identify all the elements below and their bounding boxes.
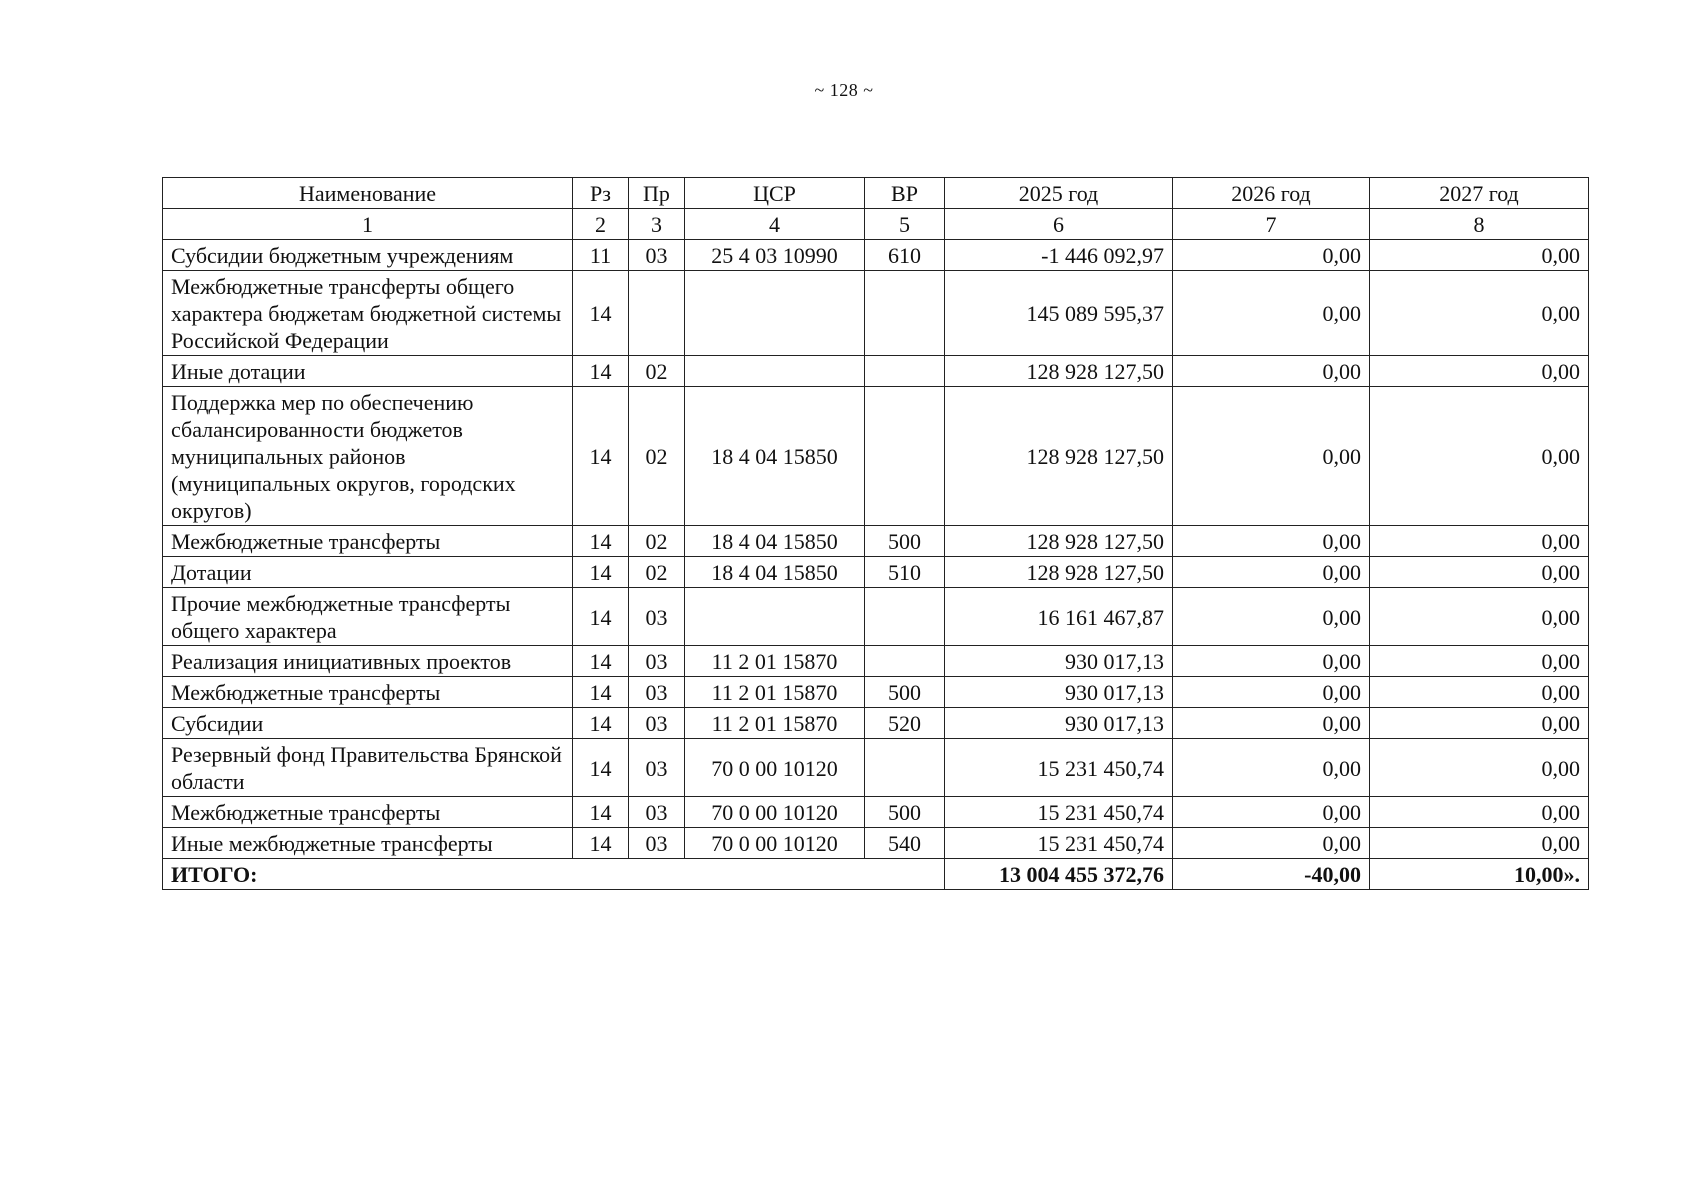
row-vr <box>865 356 945 387</box>
row-2027: 0,00 <box>1370 677 1589 708</box>
row-2026: 0,00 <box>1173 739 1370 797</box>
row-2027: 0,00 <box>1370 646 1589 677</box>
header-csr: ЦСР <box>685 178 865 209</box>
row-2027: 0,00 <box>1370 588 1589 646</box>
row-2027: 0,00 <box>1370 240 1589 271</box>
column-number: 5 <box>865 209 945 240</box>
row-rz: 14 <box>573 588 629 646</box>
row-2027: 0,00 <box>1370 387 1589 526</box>
column-number: 2 <box>573 209 629 240</box>
column-number: 4 <box>685 209 865 240</box>
row-2026: 0,00 <box>1173 557 1370 588</box>
row-2026: 0,00 <box>1173 646 1370 677</box>
row-csr: 18 4 04 15850 <box>685 387 865 526</box>
row-vr: 520 <box>865 708 945 739</box>
row-2025: 128 928 127,50 <box>945 356 1173 387</box>
header-vr: ВР <box>865 178 945 209</box>
row-name: Поддержка мер по обеспечению сбалансированности бюджетов муниципальных районов (муниципальных округов, городских округов) <box>163 387 573 526</box>
row-pr: 03 <box>629 828 685 859</box>
row-rz: 14 <box>573 708 629 739</box>
row-2027: 0,00 <box>1370 739 1589 797</box>
header-2026: 2026 год <box>1173 178 1370 209</box>
row-pr: 02 <box>629 526 685 557</box>
row-2026: 0,00 <box>1173 526 1370 557</box>
row-2027: 0,00 <box>1370 526 1589 557</box>
row-2025: 930 017,13 <box>945 708 1173 739</box>
row-pr: 02 <box>629 387 685 526</box>
row-vr: 500 <box>865 526 945 557</box>
row-csr: 70 0 00 10120 <box>685 828 865 859</box>
row-vr <box>865 739 945 797</box>
header-2027: 2027 год <box>1370 178 1589 209</box>
row-name: Резервный фонд Правительства Брянской области <box>163 739 573 797</box>
row-csr: 18 4 04 15850 <box>685 557 865 588</box>
row-2026: 0,00 <box>1173 271 1370 356</box>
row-vr: 500 <box>865 797 945 828</box>
row-csr: 18 4 04 15850 <box>685 526 865 557</box>
row-csr: 11 2 01 15870 <box>685 646 865 677</box>
row-pr: 03 <box>629 677 685 708</box>
row-2025: 128 928 127,50 <box>945 526 1173 557</box>
row-pr: 03 <box>629 588 685 646</box>
row-name: Иные дотации <box>163 356 573 387</box>
budget-table <box>162 177 1589 890</box>
row-rz: 14 <box>573 271 629 356</box>
row-2026: 0,00 <box>1173 240 1370 271</box>
row-vr: 500 <box>865 677 945 708</box>
row-2027: 0,00 <box>1370 797 1589 828</box>
row-name: Дотации <box>163 557 573 588</box>
row-pr: 02 <box>629 557 685 588</box>
row-vr <box>865 646 945 677</box>
row-rz: 14 <box>573 646 629 677</box>
row-2025: 930 017,13 <box>945 646 1173 677</box>
row-name: Межбюджетные трансферты общего характера бюджетам бюджетной системы Российской Федерации <box>163 271 573 356</box>
row-csr: 25 4 03 10990 <box>685 240 865 271</box>
page-number: ~ 128 ~ <box>814 80 874 100</box>
row-pr: 02 <box>629 356 685 387</box>
column-number: 1 <box>163 209 573 240</box>
row-pr: 03 <box>629 708 685 739</box>
row-name: Межбюджетные трансферты <box>163 677 573 708</box>
table-row <box>163 387 1589 526</box>
row-pr: 03 <box>629 797 685 828</box>
row-2027: 0,00 <box>1370 557 1589 588</box>
row-csr <box>685 588 865 646</box>
row-2027: 0,00 <box>1370 356 1589 387</box>
row-2025: 128 928 127,50 <box>945 557 1173 588</box>
row-2027: 0,00 <box>1370 708 1589 739</box>
total-2027: 10,00». <box>1370 859 1589 890</box>
row-2025: 145 089 595,37 <box>945 271 1173 356</box>
row-2026: 0,00 <box>1173 708 1370 739</box>
row-vr: 610 <box>865 240 945 271</box>
row-rz: 14 <box>573 356 629 387</box>
row-csr: 11 2 01 15870 <box>685 708 865 739</box>
table-row <box>163 240 1589 271</box>
column-number: 7 <box>1173 209 1370 240</box>
row-2027: 0,00 <box>1370 828 1589 859</box>
table-row <box>163 526 1589 557</box>
table-row <box>163 271 1589 356</box>
row-csr: 11 2 01 15870 <box>685 677 865 708</box>
row-name: Иные межбюджетные трансферты <box>163 828 573 859</box>
row-name: Межбюджетные трансферты <box>163 526 573 557</box>
row-2027: 0,00 <box>1370 271 1589 356</box>
row-name: Прочие межбюджетные трансферты общего характера <box>163 588 573 646</box>
total-row <box>163 859 1589 890</box>
row-rz: 11 <box>573 240 629 271</box>
table-row <box>163 677 1589 708</box>
row-csr: 70 0 00 10120 <box>685 739 865 797</box>
table-row <box>163 588 1589 646</box>
row-2025: -1 446 092,97 <box>945 240 1173 271</box>
table-row <box>163 708 1589 739</box>
row-pr: 03 <box>629 739 685 797</box>
row-2025: 15 231 450,74 <box>945 797 1173 828</box>
column-number: 3 <box>629 209 685 240</box>
row-2025: 15 231 450,74 <box>945 828 1173 859</box>
table-row <box>163 646 1589 677</box>
row-pr <box>629 271 685 356</box>
row-2025: 16 161 467,87 <box>945 588 1173 646</box>
row-2026: 0,00 <box>1173 828 1370 859</box>
row-2026: 0,00 <box>1173 588 1370 646</box>
row-csr: 70 0 00 10120 <box>685 797 865 828</box>
row-vr <box>865 387 945 526</box>
row-2025: 128 928 127,50 <box>945 387 1173 526</box>
row-rz: 14 <box>573 387 629 526</box>
total-label: ИТОГО: <box>163 859 945 890</box>
row-pr: 03 <box>629 240 685 271</box>
table-row <box>163 557 1589 588</box>
row-name: Реализация инициативных проектов <box>163 646 573 677</box>
total-2026: -40,00 <box>1173 859 1370 890</box>
row-2026: 0,00 <box>1173 677 1370 708</box>
column-number-row <box>163 209 1589 240</box>
table-row <box>163 356 1589 387</box>
header-pr: Пр <box>629 178 685 209</box>
table-row <box>163 828 1589 859</box>
header-2025: 2025 год <box>945 178 1173 209</box>
row-rz: 14 <box>573 526 629 557</box>
header-row <box>163 178 1589 209</box>
row-csr <box>685 271 865 356</box>
row-name: Субсидии <box>163 708 573 739</box>
row-vr <box>865 271 945 356</box>
row-rz: 14 <box>573 797 629 828</box>
header-name: Наименование <box>163 178 573 209</box>
row-vr: 510 <box>865 557 945 588</box>
row-2026: 0,00 <box>1173 356 1370 387</box>
table-row <box>163 797 1589 828</box>
row-rz: 14 <box>573 557 629 588</box>
row-2026: 0,00 <box>1173 797 1370 828</box>
column-number: 6 <box>945 209 1173 240</box>
column-number: 8 <box>1370 209 1589 240</box>
row-vr: 540 <box>865 828 945 859</box>
row-vr <box>865 588 945 646</box>
header-rz: Рз <box>573 178 629 209</box>
row-name: Межбюджетные трансферты <box>163 797 573 828</box>
row-csr <box>685 356 865 387</box>
row-2025: 15 231 450,74 <box>945 739 1173 797</box>
row-rz: 14 <box>573 739 629 797</box>
table-row <box>163 739 1589 797</box>
row-rz: 14 <box>573 828 629 859</box>
row-2025: 930 017,13 <box>945 677 1173 708</box>
row-2026: 0,00 <box>1173 387 1370 526</box>
row-rz: 14 <box>573 677 629 708</box>
row-pr: 03 <box>629 646 685 677</box>
total-2025: 13 004 455 372,76 <box>945 859 1173 890</box>
row-name: Субсидии бюджетным учреждениям <box>163 240 573 271</box>
